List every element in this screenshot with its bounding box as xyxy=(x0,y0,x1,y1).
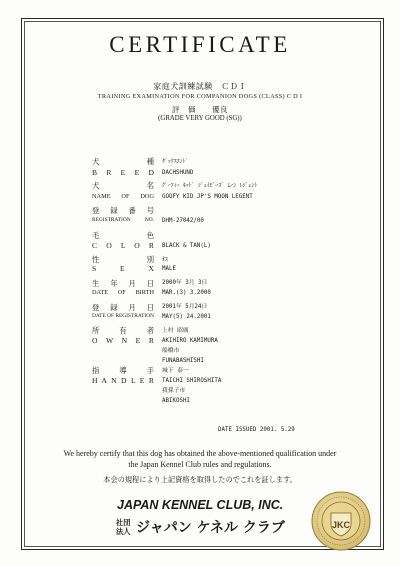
handler-label-en: H A N D L E R xyxy=(92,376,154,385)
name-value-jp: ｸﾞｰﾌｨｰ ｷｯﾄﾞ ｼﾞｪｲﾋﾟｰｽﾞ ﾑｰﾝ ﾚｼﾞｪﾝﾄ xyxy=(162,183,258,189)
color-value: BLACK & TAN(L) xyxy=(162,243,211,249)
color-label-en: C O L O R xyxy=(92,241,154,250)
grade-en: (GRADE VERY GOOD (SG)) xyxy=(158,115,242,122)
breed-label-jp: 犬 種 xyxy=(92,157,154,166)
handler-city-en: ABIKOSHI xyxy=(162,398,190,404)
name-label-jp: 犬 名 xyxy=(92,181,154,190)
registration-label-jp: 登 録 番 号 xyxy=(92,206,154,215)
issuer-type-line-2: 法人 xyxy=(116,526,131,536)
owner-label-jp: 所 有 者 xyxy=(92,326,154,335)
handler-city-jp: 我孫子市 xyxy=(162,388,186,394)
exam-title-jp: 家庭犬訓練試験 ＣＤＩ xyxy=(153,82,247,91)
owner-label-en: O W N E R xyxy=(92,336,154,345)
owner-city-en: FUNABASHISHI xyxy=(162,358,204,364)
issuer-name-jp: ジャパン ケネル クラブ xyxy=(136,520,285,536)
exam-title-en: TRAINING EXAMINATION FOR COMPANION DOGS (CLASS) C D I xyxy=(97,93,303,100)
statement-line-1: We hereby certify that this dog has obtained the above-mentioned qualification under xyxy=(63,449,337,458)
issuer-type xyxy=(116,519,130,536)
certificate-title: CERTIFICATE xyxy=(109,32,291,57)
sex-value-en: MALE xyxy=(162,266,176,272)
handler-label-jp: 指 導 手 xyxy=(92,366,154,375)
jkc-seal-icon xyxy=(311,491,371,551)
sex-label-jp: 性 別 xyxy=(92,255,154,264)
statement-jp: 本会の規程により上記資格を取得したのでこれを証します。 xyxy=(103,476,297,484)
reg-date-label-jp: 登 録 月 日 xyxy=(92,303,154,312)
seal-text: JKC xyxy=(331,520,351,530)
name-value-en: GOOFY KID JP'S MOON LEGENT xyxy=(162,194,253,200)
issuer-type-line-1: 社団 xyxy=(116,518,131,527)
owner-name-en: AKIHIRO KAMIMURA xyxy=(162,338,218,344)
breed-label-en: B R E E D xyxy=(92,168,154,177)
reg-date-value-jp: 2001年 5月24日 xyxy=(162,304,208,310)
owner-city-jp: 船橋市 xyxy=(162,348,180,354)
issuer-name-en: JAPAN KENNEL CLUB, INC. xyxy=(117,498,284,512)
breed-value-en: DACHSHUND xyxy=(162,170,194,176)
dob-label-en: DATE OF BIRTH xyxy=(92,289,154,296)
grade-jp: 評 価 優良 xyxy=(172,105,228,114)
sex-value-jp: ｵｽ xyxy=(162,257,168,263)
color-label-jp: 毛 色 xyxy=(92,231,154,240)
date-issued: DATE ISSUED 2001. 5.29 xyxy=(218,427,295,433)
breed-value-jp: ﾀﾞｯｸｽﾌﾝﾄﾞ xyxy=(162,159,189,165)
dob-value-en: MAR.(3) 3.2000 xyxy=(162,290,211,296)
name-label-en: NAME OF DOG xyxy=(92,193,154,200)
registration-value: DHM-27042/00 xyxy=(162,218,204,224)
owner-name-jp: 上村 昭廣 xyxy=(162,328,189,334)
reg-date-value-en: MAY(5) 24.2001 xyxy=(162,314,211,320)
registration-label-en: REGISTRATION NO. xyxy=(92,217,154,223)
handler-name-en: TAICHI SHIROSHITA xyxy=(162,378,222,384)
dob-label-jp: 生 年 月 日 xyxy=(92,279,154,288)
sex-label-en: S E X xyxy=(92,264,154,273)
handler-name-jp: 城下 泰一 xyxy=(162,368,189,374)
dob-value-jp: 2000年 3月 3日 xyxy=(162,280,208,286)
reg-date-label-en: DATE OF REGISTRATION xyxy=(92,313,154,319)
statement-line-2: the Japan Kennel Club rules and regulations. xyxy=(128,460,272,469)
